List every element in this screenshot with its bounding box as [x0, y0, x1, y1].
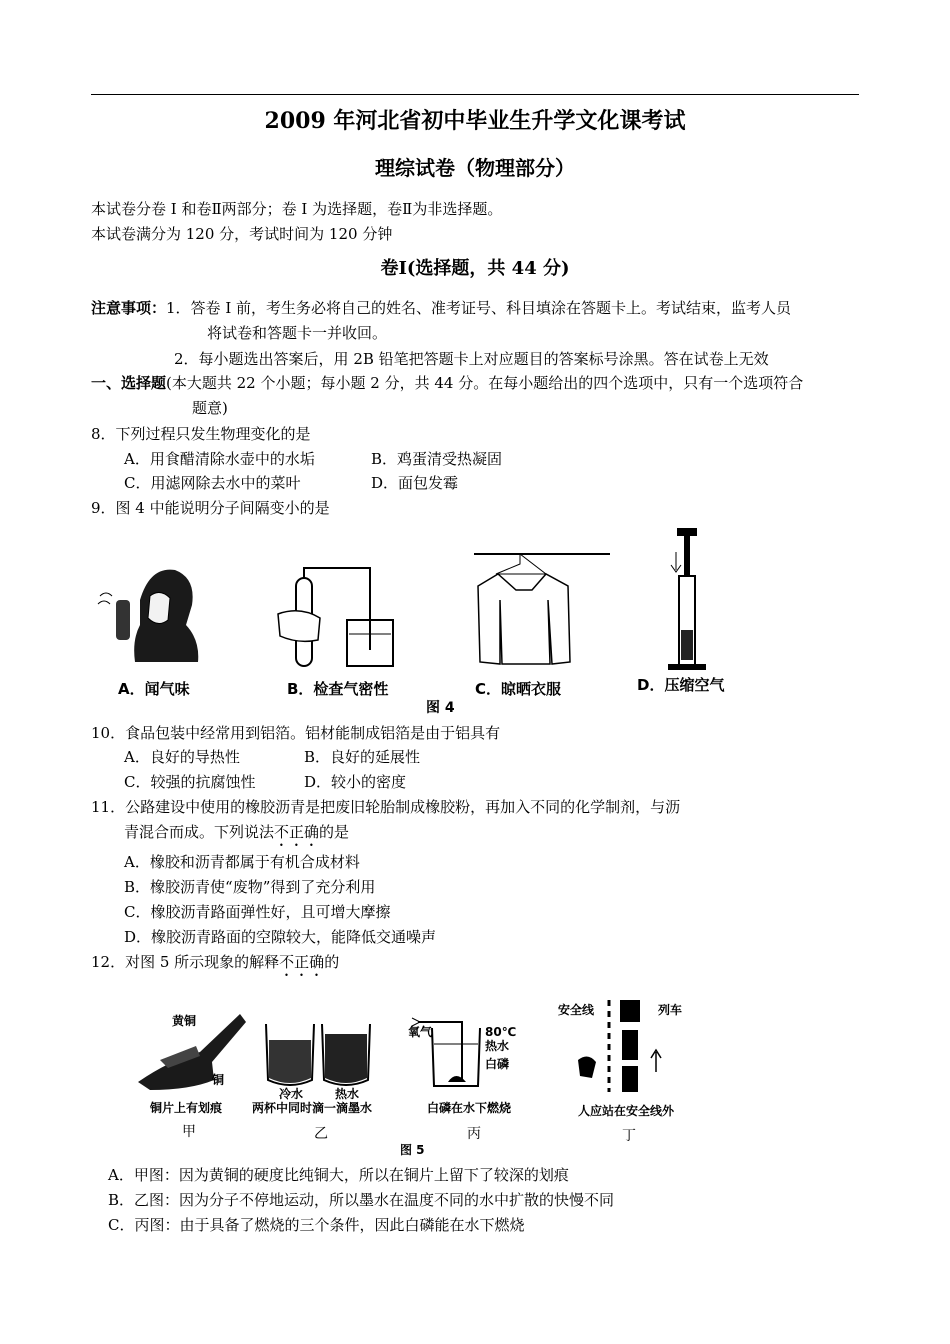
intro-line-1: 本试卷分卷 I 和卷Ⅱ两部分；卷 I 为选择题，卷Ⅱ为非选择题。 — [91, 200, 503, 218]
notes-label: 注意事项： — [91, 299, 167, 317]
q8-option-b: B．鸡蛋清受热凝固 — [371, 450, 503, 468]
fig5-yi-hot: 热水 — [335, 1087, 360, 1101]
fig4-label-d: D．压缩空气 — [637, 676, 725, 694]
fig5-ding-line: 安全线 — [558, 1003, 595, 1017]
fig5-caption: 图 5 — [400, 1143, 425, 1157]
fig5-ding-train: 列车 — [658, 1003, 683, 1017]
q11-option-a: A．橡胶和沥青都属于有机合成材料 — [124, 853, 360, 871]
q12-option-b: B．乙图：因为分子不停地运动，所以墨水在温度不同的水中扩散的快慢不同 — [108, 1191, 615, 1209]
fig5-yi-beakers — [266, 1024, 370, 1085]
q12-stem-post: 的 — [324, 953, 340, 971]
q11-option-b: B．橡胶沥青使“废物”得到了充分利用 — [124, 878, 376, 896]
fig5-bing-phos: 白磷 — [485, 1057, 510, 1071]
q12-stem-pre: 12．对图 5 所示现象的解释 — [91, 953, 280, 971]
fig5-bing: 丙 — [467, 1126, 481, 1142]
q10-option-b: B．良好的延展性 — [304, 748, 421, 766]
part-label: 一、选择题 — [91, 374, 167, 392]
fig5-bing-temp: 80℃ — [485, 1025, 517, 1039]
q10-option-c: C．较强的抗腐蚀性 — [124, 773, 256, 791]
q11-stem-b-pre: 青混合而成。下列说法 — [124, 823, 275, 841]
q8-option-a: A．用食醋清除水壶中的水垢 — [124, 450, 315, 468]
q10-option-d: D．较小的密度 — [304, 773, 407, 791]
part-desc-b: 题意) — [192, 399, 228, 417]
q9-stem: 9．图 4 中能说明分子间隔变小的是 — [91, 499, 330, 517]
fig5-yi-note: 两杯中同时滴一滴墨水 — [252, 1101, 373, 1115]
fig5-jia: 甲 — [182, 1124, 196, 1140]
q10-stem: 10．食品包装中经常用到铝箔。铝材能制成铝箔是由于铝具有 — [91, 724, 501, 742]
fig5-bing-hotwater: 热水 — [485, 1039, 510, 1053]
q12-option-a: A．甲图：因为黄铜的硬度比纯铜大，所以在铜片上留下了较深的划痕 — [108, 1166, 569, 1184]
q11-emphasis: 不正确 — [274, 823, 320, 841]
q11-option-d: D．橡胶沥青路面的空隙较大，能降低交通噪声 — [124, 928, 437, 946]
fig5-jia-brass-label: 黄铜 — [172, 1014, 197, 1028]
q8-option-d: D．面包发霉 — [371, 474, 459, 492]
exam-title: 2009 年河北省初中毕业生升学文化课考试 — [264, 108, 686, 134]
q12-option-c: C．丙图：由于具备了燃烧的三个条件，因此白磷能在水下燃烧 — [108, 1216, 525, 1234]
note-1b: 将试卷和答题卡一并收回。 — [207, 324, 388, 342]
fig4-label-b: B．检查气密性 — [287, 680, 389, 698]
intro-line-2: 本试卷满分为 120 分，考试时间为 120 分钟 — [91, 225, 393, 243]
fig4-label-c: C．晾晒衣服 — [475, 680, 562, 698]
q12-emphasis: 不正确 — [279, 953, 325, 971]
part-desc-a: (本大题共 22 个小题；每小题 2 分，共 44 分。在每小题给出的四个选项中，只有一个选项符合 — [166, 374, 804, 392]
fig4-label-a: A．闻气味 — [118, 680, 190, 698]
fig4-caption: 图 4 — [426, 700, 455, 716]
fig5-ding: 丁 — [622, 1128, 636, 1144]
q11-option-c: C．橡胶沥青路面弹性好，且可增大摩擦 — [124, 903, 391, 921]
fig5-bing-note: 白磷在水下燃烧 — [427, 1101, 512, 1115]
q8-option-c: C．用滤网除去水中的菜叶 — [124, 474, 301, 492]
note-1a: 1．答卷 I 前，考生务必将自己的姓名、准考证号、科目填涂在答题卡上。考试结束，监考人员 — [166, 299, 792, 317]
fig5-yi-cold: 冷水 — [279, 1087, 304, 1101]
section-title: 卷Ⅰ(选择题，共 44 分) — [380, 258, 570, 279]
q8-stem: 8．下列过程只发生物理变化的是 — [91, 425, 311, 443]
fig5-ding-note: 人应站在安全线外 — [578, 1104, 675, 1118]
fig5-jia-copper-label: 铜 — [212, 1073, 225, 1087]
note-2: 2．每小题选出答案后，用 2B 铅笔把答题卡上对应题目的答案标号涂黑。答在试卷上无效 — [174, 350, 769, 368]
fig5-yi: 乙 — [314, 1126, 328, 1142]
q11-stem-a: 11．公路建设中使用的橡胶沥青是把废旧轮胎制成橡胶粉，再加入不同的化学制剂，与沥 — [91, 798, 681, 816]
fig5-jia-note: 铜片上有划痕 — [150, 1101, 223, 1115]
q11-stem-b-post: 的是 — [319, 823, 350, 841]
fig5-bing-oxygen: 氧气 — [408, 1025, 433, 1039]
exam-subtitle: 理综试卷（物理部分） — [375, 156, 575, 180]
q10-option-a: A．良好的导热性 — [124, 748, 240, 766]
